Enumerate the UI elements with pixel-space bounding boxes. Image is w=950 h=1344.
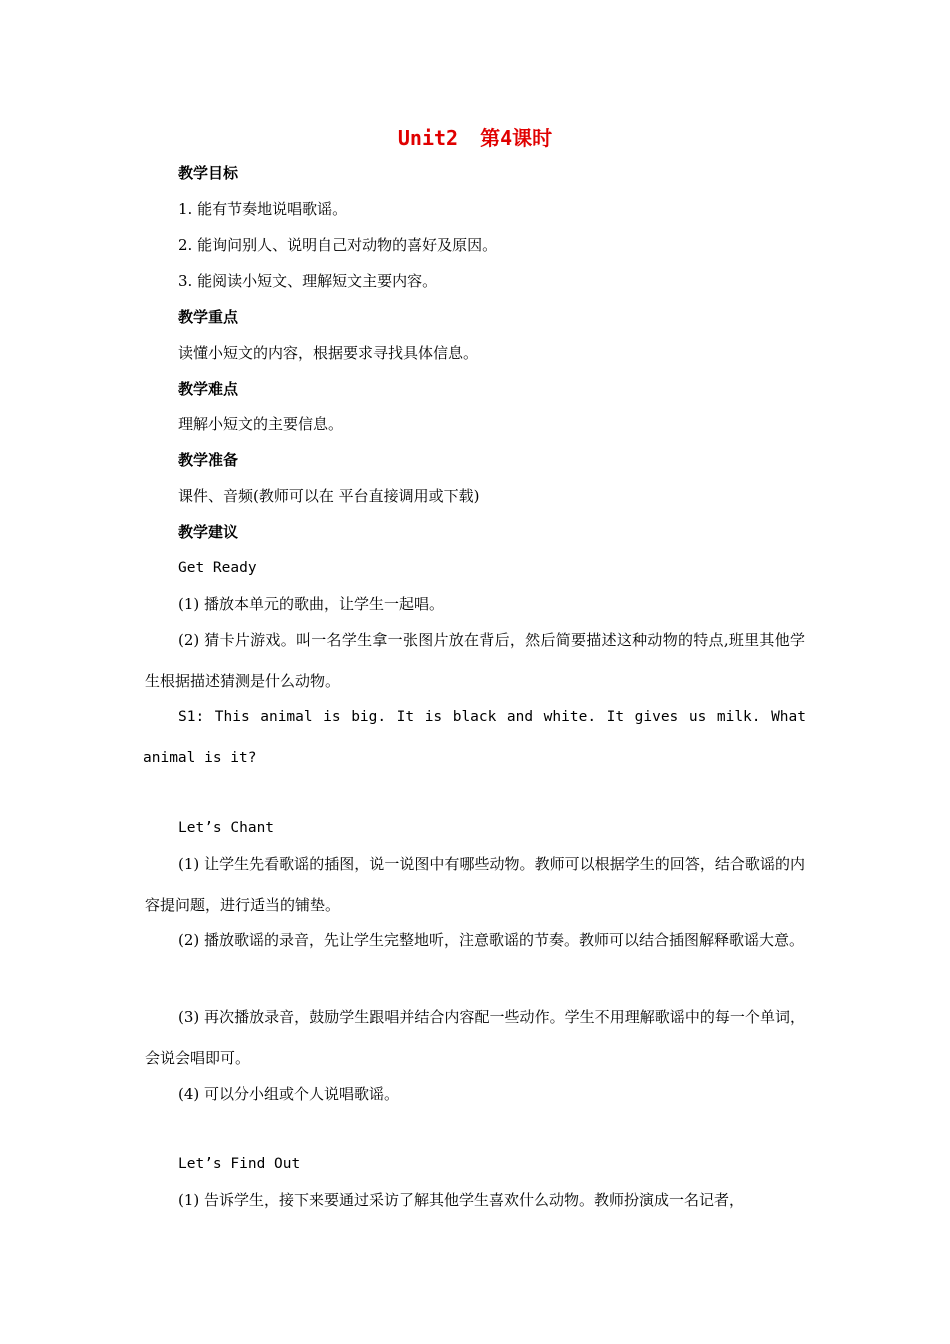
lets-find-out-heading: Let’s Find Out	[178, 1156, 301, 1172]
lets-chant-item-4: (4) 可以分小组或个人说唱歌谣。	[178, 1085, 400, 1103]
key-points-heading: 教学重点	[178, 308, 239, 326]
objectives-heading: 教学目标	[178, 164, 239, 182]
lets-chant-item-1	[145, 844, 805, 926]
dialogue-example	[143, 697, 806, 779]
objective-item: 1. 能有节奏地说唱歌谣。	[178, 200, 348, 218]
lets-chant-item-2	[145, 920, 805, 961]
lets-find-out-item-1: (1) 告诉学生，接下来要通过采访了解其他学生喜欢什么动物。教师扮演成一名记者，	[178, 1191, 745, 1209]
dialogue-example-text: S1: This animal is big. It is black and white. It gives us milk. What animal is it?	[143, 709, 806, 766]
get-ready-item-2-text: (2) 猜卡片游戏。叫一名学生拿一张图片放在背后，然后简要描述这种动物的特点,班里其他学生根据描述猜测是什么动物。	[145, 631, 805, 690]
lets-chant-item-2-text: (2) 播放歌谣的录音，先让学生完整地听，注意歌谣的节奏。教师可以结合插图解释歌谣大意。	[178, 931, 805, 949]
difficulty-heading: 教学难点	[178, 380, 239, 398]
get-ready-heading: Get Ready	[178, 560, 257, 576]
preparation-text: 课件、音频(教师可以在 平台直接调用或下载)	[178, 487, 480, 505]
key-points-text: 读懂小短文的内容，根据要求寻找具体信息。	[178, 344, 479, 362]
title-lesson: 第4课时	[480, 126, 553, 150]
lets-chant-item-1-text: (1) 让学生先看歌谣的插图，说一说图中有哪些动物。教师可以根据学生的回答，结合歌谣的内容提问题，进行适当的铺垫。	[145, 855, 805, 914]
page-title	[0, 124, 950, 152]
title-unit: Unit2	[397, 126, 459, 150]
lets-chant-item-3	[145, 997, 805, 1079]
lets-chant-item-3-text: (3) 再次播放录音，鼓励学生跟唱并结合内容配一些动作。学生不用理解歌谣中的每一个单词，会说会唱即可。	[145, 1008, 805, 1067]
difficulty-text: 理解小短文的主要信息。	[178, 415, 344, 433]
advice-heading: 教学建议	[178, 523, 239, 541]
objective-item: 3. 能阅读小短文、理解短文主要内容。	[178, 272, 438, 290]
preparation-heading: 教学准备	[178, 451, 239, 469]
lets-chant-heading: Let’s Chant	[178, 820, 275, 836]
objective-item: 2. 能询问别人、说明自己对动物的喜好及原因。	[178, 236, 498, 254]
get-ready-item-1: (1) 播放本单元的歌曲，让学生一起唱。	[178, 595, 445, 613]
get-ready-item-2	[145, 620, 805, 702]
